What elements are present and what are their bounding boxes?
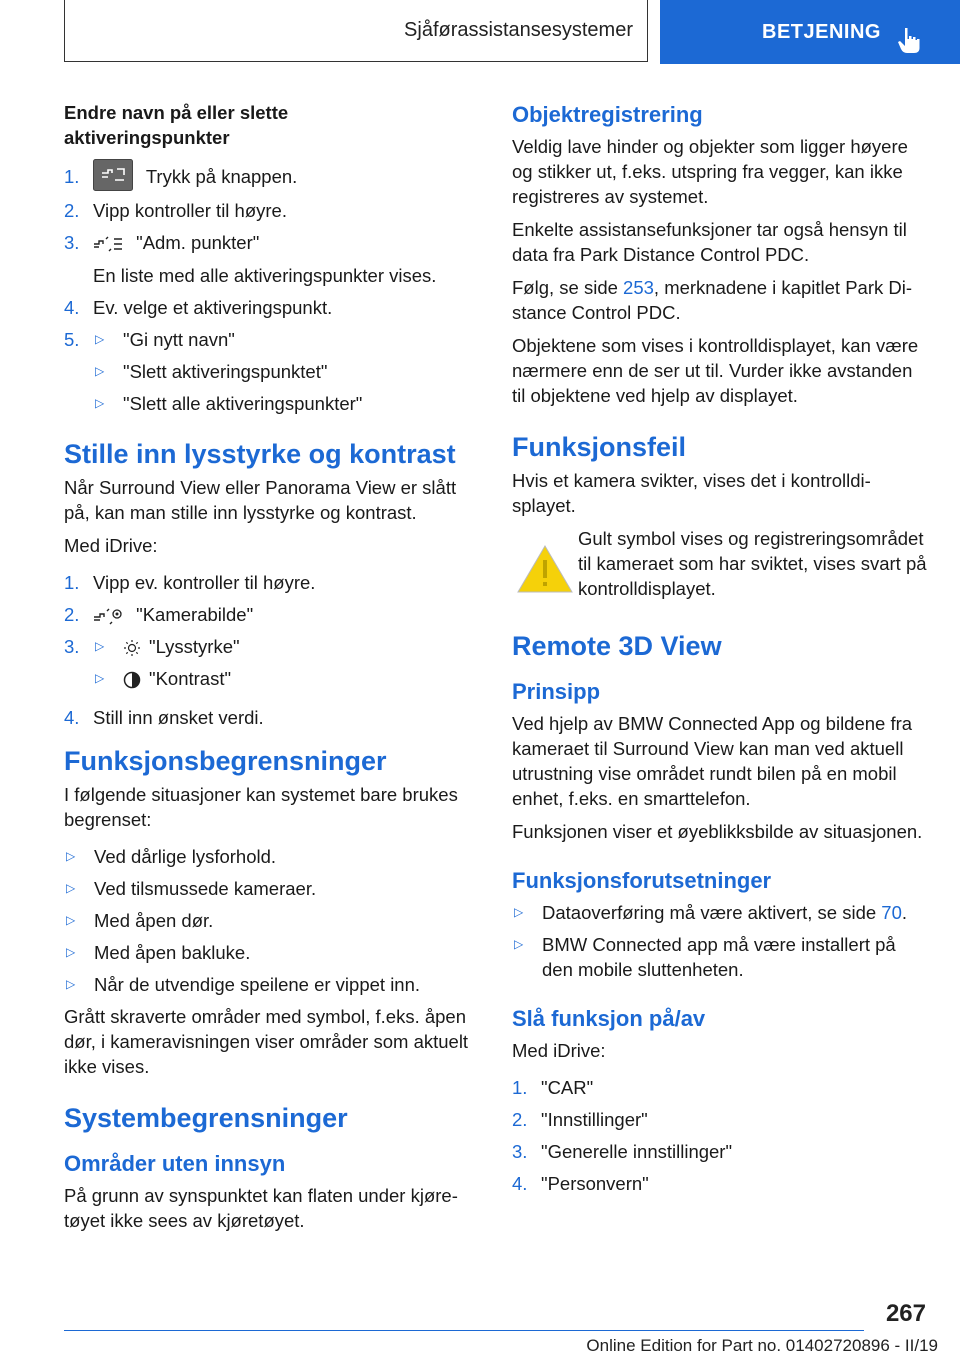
right-column <box>512 100 928 1203</box>
list-item <box>64 908 480 933</box>
principle-heading: Prinsipp <box>512 679 601 704</box>
rename-step-5 <box>64 327 480 423</box>
object-detection-p1: Veldig lave hinder og objekter som ligger høyere og stikker ut, f.eks. utspring fra vegger, kan ikke registreres av systemet. <box>512 136 908 207</box>
malfunction-text: Hvis et kamera svikter, vises det i kontrolldisplayet. <box>512 470 871 516</box>
malfunction-heading: Funksjonsfeil <box>512 432 687 462</box>
list-item <box>93 634 480 659</box>
list-item <box>64 876 480 901</box>
list-item <box>93 666 480 691</box>
triangle-bullet-icon: ▷ <box>514 937 524 951</box>
step-text: "Innstillinger" <box>541 1109 648 1130</box>
remote-3d-view-heading: Remote 3D View <box>512 631 722 661</box>
step-number: 2. <box>64 604 80 626</box>
triangle-bullet-icon: ▷ <box>66 849 76 864</box>
triangle-bullet-icon: ▷ <box>95 396 105 411</box>
step-number: 2. <box>64 200 80 222</box>
triangle-bullet-icon: ▷ <box>95 671 105 686</box>
requirements-heading: Funksjonsforutsetninger <box>512 868 772 893</box>
step-number: 3. <box>64 636 80 658</box>
limits-intro: I følgende situasjoner kan systemet bare brukes begrenset: <box>64 784 458 831</box>
text-fragment: , merknadene i kapitlet Park Distance Control PDC. <box>512 277 913 323</box>
bullet-text: "Slett alle aktiveringspunkter" <box>123 393 363 415</box>
edition-text: Online Edition for Part no. 01402720896 - II/19 <box>586 1336 938 1355</box>
limits-heading: Funksjonsbegrensninger <box>64 746 387 777</box>
step-text: "Generelle innstillinger" <box>541 1141 733 1162</box>
list-item <box>64 940 480 965</box>
triangle-bullet-icon: ▷ <box>514 905 524 919</box>
bullet-text: "Slett aktiveringspunktet" <box>123 361 328 383</box>
step-number: 4. <box>64 707 80 729</box>
triangle-bullet-icon: ▷ <box>95 639 105 654</box>
bullet-text: BMW Connected app må være installert på den mobile sluttenheten. <box>542 934 896 980</box>
step-number: 4. <box>512 1173 528 1194</box>
step-text: Vipp ev. kontroller til høyre. <box>93 572 316 594</box>
rename-step-4 <box>64 295 480 320</box>
step-text: Trykk på knappen. <box>145 166 298 187</box>
step-text: "Personvern" <box>541 1173 649 1194</box>
triangle-bullet-icon: ▷ <box>66 945 76 960</box>
page-number: 267 <box>885 1300 926 1327</box>
triangle-bullet-icon: ▷ <box>66 977 76 992</box>
system-limits-heading: Systembegrensninger <box>64 1103 348 1134</box>
text-fragment: Dataoverføring må være aktivert, se side <box>542 902 882 923</box>
list-item <box>512 900 928 925</box>
footer-divider <box>64 1330 864 1331</box>
list-item <box>93 391 480 416</box>
bullet-text: Ved tilsmussede kameraer. <box>94 878 317 900</box>
chapter-title: BETJENING <box>762 20 881 43</box>
hand-pointer-icon <box>896 26 922 54</box>
step-number: 1. <box>64 572 80 594</box>
blind-areas-heading: Områder uten innsyn <box>64 1151 286 1177</box>
step-number: 1. <box>512 1077 528 1098</box>
onoff-heading: Slå funksjon på/av <box>512 1006 706 1031</box>
object-detection-p4: Objektene som vises i kontrolldisplayet, kan være nærmere enn de ser ut til. Vurder ikke avstanden til objektene ved hjelp av displayet. <box>512 335 919 406</box>
section-tab <box>64 0 648 62</box>
rename-step-3 <box>64 230 480 288</box>
object-detection-heading: Objektregistrering <box>512 102 703 127</box>
step-text: "CAR" <box>541 1077 594 1098</box>
onoff-step-4 <box>512 1171 928 1196</box>
object-detection-p3 <box>512 275 928 325</box>
camera-menu-button-icon <box>93 159 133 191</box>
section-title: Sjåførassistansesystemer <box>404 19 633 41</box>
page-link-70[interactable]: 70 <box>881 902 902 923</box>
bullet-text: "Lysstyrke" <box>149 636 240 658</box>
list-item <box>93 327 480 352</box>
step-number: 2. <box>512 1109 528 1130</box>
list-item <box>64 844 480 869</box>
triangle-bullet-icon: ▷ <box>95 332 105 347</box>
principle-p2: Funksjonen viser et øyeblikksbilde av situasjonen. <box>512 821 923 842</box>
step-number: 3. <box>512 1141 528 1162</box>
triangle-bullet-icon: ▷ <box>66 881 76 896</box>
brightness-heading: Stille inn lysstyrke og kontrast <box>64 439 456 470</box>
object-detection-p2: Enkelte assistansefunksjoner tar også hensyn til data fra Park Distance Control PDC. <box>512 219 907 265</box>
list-item <box>64 972 480 997</box>
bullet-text: "Kontrast" <box>149 668 232 690</box>
bullet-text: Når de utvendige speilene er vippet inn. <box>94 974 421 996</box>
bullet-text: Med åpen dør. <box>94 910 214 932</box>
warning-triangle-icon <box>512 540 578 600</box>
rename-heading: Endre navn på eller slette aktiveringspunkter <box>64 102 289 148</box>
onoff-step-1 <box>512 1075 928 1100</box>
step-text: Ev. velge et aktiveringspunkt. <box>93 297 333 319</box>
page-header <box>0 0 960 66</box>
triangle-bullet-icon: ▷ <box>95 364 105 379</box>
step-text: "Kamerabilde" <box>136 604 254 626</box>
brightness-step-1 <box>64 570 480 595</box>
warning-text: Gult symbol vises og registreringsområdet til kameraet som har sviktet, vises svart på kontrolldisplayet. <box>578 528 927 599</box>
bullet-text: Med åpen bakluke. <box>94 942 251 964</box>
text-fragment: Følg, se side <box>512 277 624 298</box>
step-extra: En liste med alle aktiveringspunkter vises. <box>93 265 437 287</box>
bullet-text: "Gi nytt navn" <box>123 329 235 351</box>
brightness-intro: Når Surround View eller Panorama View er slått på, kan man stille inn lysstyrke og kontrast. <box>64 477 457 524</box>
brightness-idrive: Med iDrive: <box>64 535 158 557</box>
brightness-step-3 <box>64 634 480 698</box>
step-number: 4. <box>64 297 80 319</box>
contrast-icon <box>123 671 141 689</box>
onoff-step-3 <box>512 1139 928 1164</box>
onoff-idrive: Med iDrive: <box>512 1040 606 1061</box>
list-item <box>93 359 480 384</box>
step-number: 1. <box>64 166 80 187</box>
limits-note: Grått skraverte områder med symbol, f.eks. åpen dør, i kameravisningen viser områder som aktuelt ikke vises. <box>64 1006 469 1078</box>
principle-p1: Ved hjelp av BMW Connected App og bildene fra kameraet til Surround View kan man ved aktuell utrustning vise området rundt bilen på en mobil enhet, f.eks. en smarttelefon. <box>512 713 913 809</box>
list-item <box>512 932 928 982</box>
page-link-253[interactable]: 253 <box>623 277 654 298</box>
triangle-bullet-icon: ▷ <box>66 913 76 928</box>
warning-box <box>512 526 928 601</box>
sun-brightness-icon <box>123 639 141 657</box>
blind-areas-text: På grunn av synspunktet kan flaten under kjøretøyet ikke sees av kjøretøyet. <box>64 1185 458 1232</box>
step-text: "Adm. punkter" <box>136 232 260 254</box>
step-number: 3. <box>64 232 80 254</box>
text-fragment: . <box>901 902 908 923</box>
left-column <box>64 100 480 1241</box>
rename-step-1 <box>64 164 480 191</box>
camera-settings-icon <box>93 606 123 626</box>
points-list-icon <box>93 235 123 253</box>
bullet-text: Ved dårlige lysforhold. <box>94 846 277 868</box>
step-text: Vipp kontroller til høyre. <box>93 200 287 222</box>
rename-step-2 <box>64 198 480 223</box>
brightness-step-4 <box>64 705 480 730</box>
step-number: 5. <box>64 329 80 351</box>
onoff-step-2 <box>512 1107 928 1132</box>
brightness-step-2 <box>64 602 480 627</box>
step-text: Still inn ønsket verdi. <box>93 707 264 729</box>
